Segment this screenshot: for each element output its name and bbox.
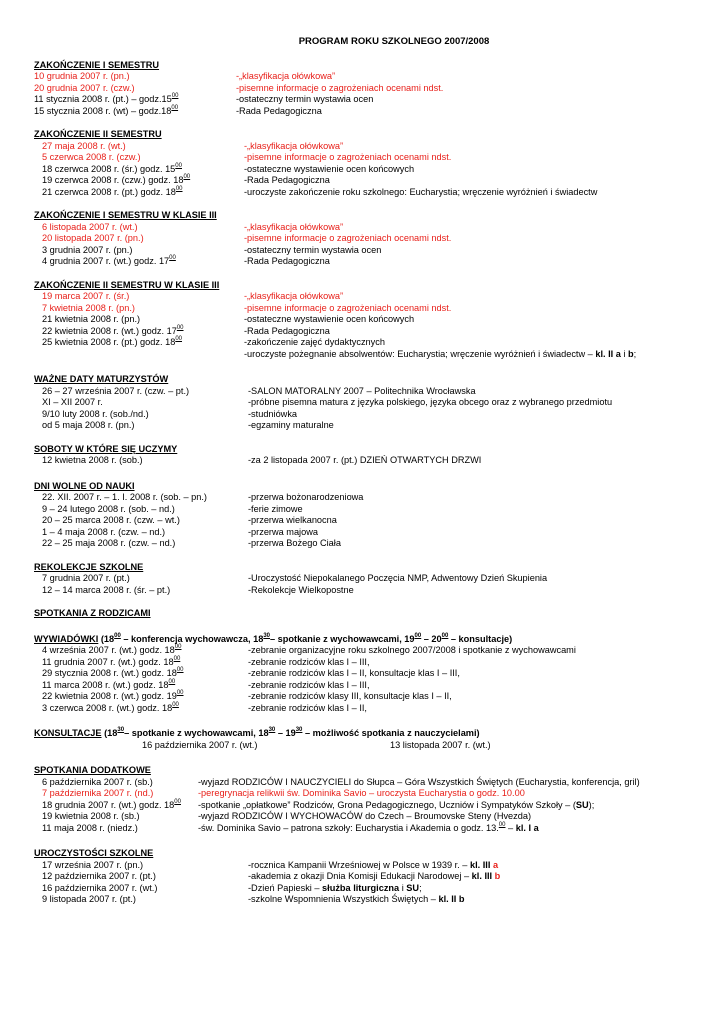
list-item: od 5 maja 2008 r. (pn.) -egzaminy maturalne [42,420,334,430]
list-item: 12 – 14 marca 2008 r. (śr. – pt.) -Rekolekcje Wielkopostne [42,584,354,595]
section-heading: SPOTKANIA DODATKOWE [34,765,151,775]
section-heading: ZAKOŃCZENIE II SEMESTRU W KLASIE III [34,279,220,290]
list-item: 27 maja 2008 r. (wt.) -„klasyfikacja ołówkowa” [42,140,344,151]
list-item: 18 grudnia 2007 r. (wt.) godz. $18^{00}$ -spotkanie „opłatkowe” Rodziców, Grona Pedagogicznego, Uczniów i Sympatyków Szkoły – (SU); [42,798,595,810]
section-dodatkowe [34,765,694,834]
list-item: 11 maja 2008 r. (niedz.) -św. Dominika Savio – patrona szkoły: Eucharystia i Akademia o godz. 13.00 – kl. I a [42,821,539,833]
list-item: 21 kwietnia 2008 r. (pn.) -ostateczne wystawienie ocen końcowych [42,314,415,324]
list-item: 15 stycznia 2008 r. $(wt) - godz.18^{00}$ -Rada Pedagogiczna [34,104,322,116]
list-item: 21 czerwca 2008 r. (pt.) godz. $18^{00}$ -uroczyste zakończenie roku szkolnego: Eucharystia; wręczenie wyróżnień i świadectw [42,185,598,197]
list-item: 12 kwietna 2008 r. (sob.) -za 2 listopada 2007 r. (pt.) DZIEŃ OTWARTYCH DRZWI [42,455,482,465]
section-soboty [34,444,694,467]
document-page [34,36,694,918]
section-sem4 [34,280,694,361]
page-title: PROGRAM ROKU SZKOLNEGO 2007/2008 [298,36,490,47]
section-uroczystosci [34,848,694,906]
list-item: 25 kwietnia 2008 r. (pt.) godz. $18^{00}$ -zakończenie zajęć dydaktycznych [42,336,385,347]
list-item: 10 grudnia 2007 r. (pn.) -„klasyfikacja ołówkowa” [34,71,336,81]
list-item: 5 czerwca 2008 r. (czw.) -pisemne informacje o zagrożeniach ocenami ndst. [42,152,452,162]
list-item: 19 marca 2007 r. (śr.) -„klasyfikacja ołówkowa” [42,291,344,301]
list-item: 19 czerwca 2008 r. (czw.) godz. $18^{00}$ -Rada Pedagogiczna [42,174,330,185]
list-item: 16 października 2007 r. (wt.) -Dzień Papieski – służba liturgiczna i SU; [42,882,422,893]
section-wolne [34,481,694,550]
list-item: XI – XII 2007 r. -próbne pisemna matura z języka polskiego, języka obcego oraz z wybranego przedmiotu [42,397,613,407]
section-heading: ZAKOŃCZENIE II SEMESTRU [34,129,162,139]
list-item: 6 października 2007 r. (sb.) -wyjazd RODZICÓW I NAUCZYCIELI do Słupca – Góra Wszystkich Świętych (Eucharystia, konferencja, gril) [42,776,640,787]
list-item: 11 stycznia 2008 r. $(pt.) - godz.15^{00}$ -ostateczny termin wystawia ocen [34,93,374,104]
section-heading: DNI WOLNE OD NAUKI [34,480,135,491]
list-item: 29 stycznia 2008 r. (wt.) godz. $18^{00}$ -zebranie rodziców klas I – II, konsultacje klas I – III, [42,667,460,678]
section-matura [34,374,694,432]
list-item: 3 czerwca 2008 r. (wt.) godz. $18^{00}$ -zebranie rodziców klas I – II, [42,701,367,713]
list-item: 18 czerwca 2008 r. (śr.) godz. $15^{00}$ -ostateczne wystawienie ocen końcowych [42,162,415,174]
list-item: 11 grudnia 2007 r. (wt.) godz. $18^{00}$ -zebranie rodziców klas I – III, [42,655,370,667]
list-item: 22. XII. 2007 r. – 1. I. 2008 r. (sob. – pn.) -przerwa bożonarodzeniowa [42,492,364,502]
list-item: 17 września 2007 r. (pn.) -rocznica Kampanii Wrześniowej w Polsce w 1939 r. – kl. III a [42,859,499,870]
list-item: 19 kwietnia 2008 r. (sb.) -wyjazd RODZICÓW I WYCHOWACÓW do Czech – Broumovske Steny (Hvezda) [42,811,532,821]
list-item: 6 listopada 2007 r. (wt.) -„klasyfikacja ołówkowa” [42,221,344,232]
section-heading: REKOLEKCJE SZKOLNE [34,561,144,572]
list-item: 22 kwietnia 2008 r. (wt.) godz. $19^{00}$ -zebranie rodziców klasy III, konsultacje klas I – II, [42,690,452,701]
list-item: -uroczyste pożegnanie absolwentów: Eucharystia; wręczenie wyróżnień i świadectw – kl. II a i b; [244,348,637,359]
wywiadowki-heading: WYWIADÓWKI ($18^{00}$ – konferencja wychowawcza, $18^{30}-$ spotkanie z wychowawcami, $19^{00} - 20^{00}$ – konsultacje) [34,632,513,644]
list-item: 20 grudnia 2007 r. (czw.) -pisemne informacje o zagrożeniach ocenami ndst. [34,82,444,93]
list-item: 4 września 2007 r. (wt.) godz. $18^{00}$ -zebranie organizacyjne roku szkolnego 2007/2008 i spotkanie z wychowawcami [42,644,576,655]
list-item: 7 października 2007 r. (nd.) -peregrynacja relikwii św. Dominika Savio – uroczysta Eucharystia o godz. 10.00 [42,788,525,798]
section-wywiadowki [34,634,694,715]
list-item: 7 kwietnia 2008 r. (pn.) -pisemne informacje o zagrożeniach ocenami ndst. [42,302,452,313]
list-item: 22 kwietnia 2008 r. (wt.) godz. $17^{00}$ -Rada Pedagogiczna [42,324,330,336]
section-heading: SPOTKANIA Z RODZICAMI [34,608,151,618]
section-sem3 [34,210,694,268]
list-item: 4 grudnia 2007 r. (wt.) godz. $17^{00}$ -Rada Pedagogiczna [42,255,330,266]
section-heading: ZAKOŃCZENIE I SEMESTRU [34,59,160,70]
section-rekolekcje [34,562,694,597]
konsultacje-heading: KONSULTACJE ($18^{30}-$ spotkanie z wychowawcami, $18^{30} - 19^{30}$ – możliwość spotkania z nauczycielami) [34,727,480,738]
konsultacje-dates: 16 października 2007 r. (wt.) 13 listopada 2007 r. (wt.) [142,739,491,750]
section-heading: ZAKOŃCZENIE I SEMESTRU W KLASIE III [34,210,217,220]
list-item: 11 marca 2008 r. (wt.) godz. $18^{00}$ -zebranie rodziców klas I – III, [42,678,370,690]
list-item: 9 listopada 2007 r. (pt.) -szkolne Wspomnienia Wszystkich Świętych – kl. II b [42,894,465,904]
list-item: 9 – 24 lutego 2008 r. (sob. – nd.) -ferie zimowe [42,503,303,514]
list-item: 9/10 luty 2008 r. (sob./nd.) -studniówka [42,408,298,419]
section-heading: WAŻNE DATY MATURZYSTÓW [34,374,169,384]
section-konsultacje [34,728,694,751]
section-sem2 [34,129,694,198]
list-item: 3 grudnia 2007 r. (pn.) -ostateczny termin wystawia ocen [42,244,382,255]
section-sem1 [34,60,694,118]
section-heading: SOBOTY W KTÓRE SIĘ UCZYMY [34,443,178,454]
list-item: 7 grudnia 2007 r. (pt.) -Uroczystość Niepokalanego Poczęcia NMP, Adwentowy Dzień Skupienia [42,573,548,583]
list-item: 1 – 4 maja 2008 r. (czw. – nd.) -przerwa majowa [42,526,318,537]
list-item: 20 – 25 marca 2008 r. (czw. – wt.) -przerwa wielkanocna [42,515,337,525]
list-item: 26 – 27 września 2007 r. (czw. – pt.) -SALON MATORALNY 2007 – Politechnika Wrocławska [42,385,476,396]
section-spotkania [34,608,694,620]
section-heading: UROCZYSTOŚCI SZKOLNE [34,848,154,858]
list-item: 12 października 2007 r. (pt.) -akademia z okazji Dnia Komisji Edukacji Narodowej – kl. III b [42,871,501,881]
list-item: 20 listopada 2007 r. (pn.) -pisemne informacje o zagrożeniach ocenami ndst. [42,233,452,243]
list-item: 22 – 25 maja 2008 r. (czw. – nd.) -przerwa Bożego Ciała [42,538,341,548]
